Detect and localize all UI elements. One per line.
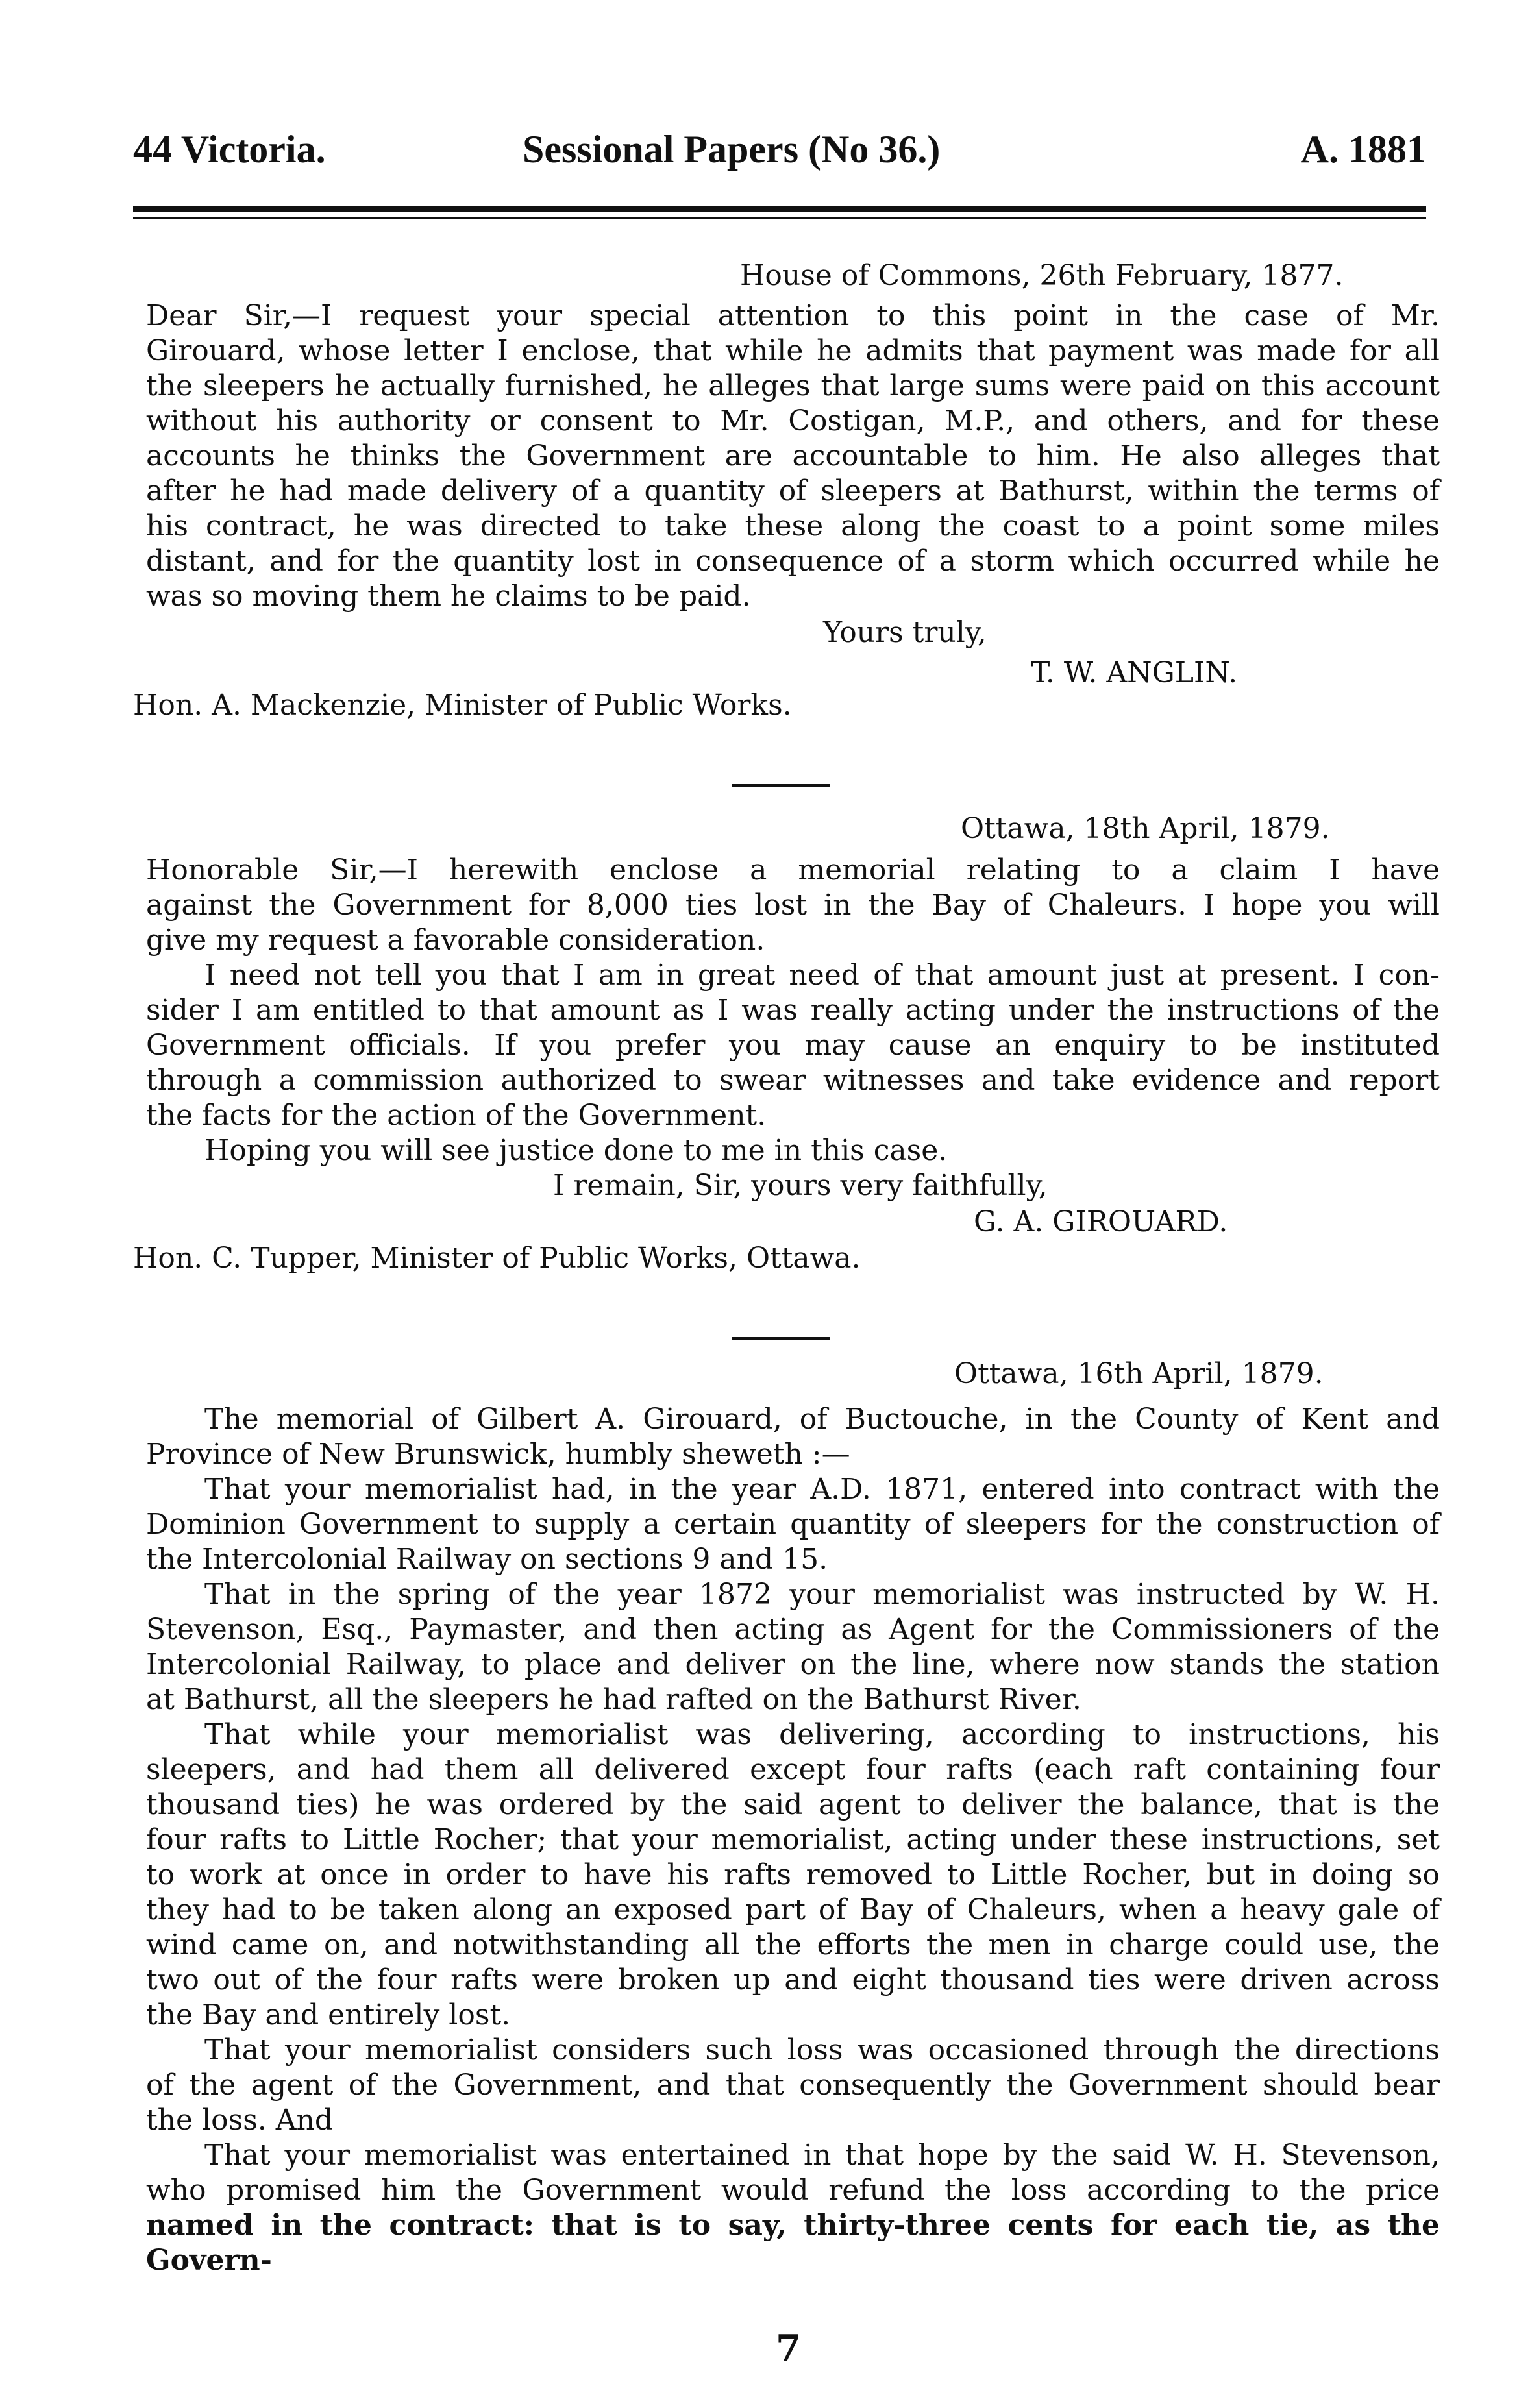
memorial-dateline: Ottawa, 16th April, 1879. <box>954 1357 1324 1390</box>
text-line: they had to be taken along an exposed part of Bay of Chaleurs, when a heavy gale of <box>146 1893 1440 1926</box>
text-line: Girouard, whose letter I enclose, that while he admits that payment was made for all <box>146 334 1440 367</box>
letter1-closing: Yours truly, <box>823 616 987 649</box>
text-line: That your memorialist considers such loss was occasioned through the directions <box>204 2033 1440 2067</box>
header-title: Sessional Papers (No 36.) <box>523 128 941 171</box>
page-number: 7 <box>776 2327 801 2370</box>
text-line: That while your memorialist was delivering, according to instructions, his <box>204 1718 1440 1751</box>
text-line: Honorable Sir,—I herewith enclose a memorial relating to a claim I have <box>146 854 1440 887</box>
section-divider <box>732 1337 830 1340</box>
text-line: was so moving them he claims to be paid. <box>146 580 751 613</box>
text-line: That your memorialist was entertained in that hope by the said W. H. Stevenson, <box>204 2139 1440 2172</box>
text-line: give my request a favorable consideration. <box>146 924 765 957</box>
header-year: A. 1881 <box>1300 128 1426 171</box>
text-line: Dominion Government to supply a certain quantity of sleepers for the construction of <box>146 1508 1440 1541</box>
text-line: the facts for the action of the Government. <box>146 1099 767 1132</box>
text-line: to work at once in order to have his rafts removed to Little Rocher, but in doing so <box>146 1858 1440 1891</box>
text-line: two out of the four rafts were broken up and eight thousand ties were driven across <box>146 1963 1440 1996</box>
text-line: distant, and for the quantity lost in consequence of a storm which occurred while he <box>146 545 1440 578</box>
text-line: wind came on, and notwithstanding all the efforts the men in charge could use, the <box>146 1928 1440 1961</box>
text-line: That in the spring of the year 1872 your memorialist was instructed by W. H. <box>204 1578 1440 1611</box>
text-line: through a commission authorized to swear witnesses and take evidence and report <box>146 1064 1440 1097</box>
letter1-body <box>146 299 1440 614</box>
header-rule-thin <box>133 217 1426 219</box>
text-line: after he had made delivery of a quantity of sleepers at Bathurst, within the terms of <box>146 474 1440 508</box>
text-line: the Intercolonial Railway on sections 9 and 15. <box>146 1543 828 1576</box>
text-line: at Bathurst, all the sleepers he had rafted on the Bathurst River. <box>146 1683 1081 1716</box>
letter1-addressee: Hon. A. Mackenzie, Minister of Public Works. <box>133 689 792 722</box>
memorial-body <box>146 1402 1440 2278</box>
header-rule-thick <box>133 206 1426 212</box>
text-line: who promised him the Government would refund the loss according to the price <box>146 2174 1440 2207</box>
text-line: the sleepers he actually furnished, he alleges that large sums were paid on this account <box>146 369 1440 402</box>
text-line: Province of New Brunswick, humbly sheweth :— <box>146 1438 850 1471</box>
text-line: sider I am entitled to that amount as I was really acting under the instructions of the <box>146 994 1440 1027</box>
text-line: accounts he thinks the Government are accountable to him. He also alleges that <box>146 439 1440 473</box>
letter1-dateline: House of Commons, 26th February, 1877. <box>740 259 1344 292</box>
letter2-signature: G. A. GIROUARD. <box>974 1205 1228 1238</box>
letter2-body <box>146 853 1440 1168</box>
letter2-dateline: Ottawa, 18th April, 1879. <box>961 812 1330 845</box>
text-line: the loss. And <box>146 2104 334 2137</box>
text-line: Intercolonial Railway, to place and deliver on the line, where now stands the station <box>146 1648 1440 1681</box>
text-line: his contract, he was directed to take these along the coast to a point some miles <box>146 510 1440 543</box>
text-line: Stevenson, Esq., Paymaster, and then acting as Agent for the Commissioners of the <box>146 1613 1440 1646</box>
running-header <box>133 130 1426 188</box>
text-line: named in the contract: that is to say, thirty-three cents for each tie, as the Govern- <box>146 2209 1440 2277</box>
text-line: Hoping you will see justice done to me in this case. <box>204 1134 948 1167</box>
letter2-closing: I remain, Sir, yours very faithfully, <box>553 1169 1048 1202</box>
text-line: without his authority or consent to Mr. Costigan, M.P., and others, and for these <box>146 404 1440 437</box>
letter2-addressee: Hon. C. Tupper, Minister of Public Works, Ottawa. <box>133 1242 861 1275</box>
text-line: Government officials. If you prefer you may cause an enquiry to be instituted <box>146 1029 1440 1062</box>
header-session: 44 Victoria. <box>133 128 326 171</box>
section-divider <box>732 784 830 787</box>
text-line: sleepers, and had them all delivered except four rafts (each raft containing four <box>146 1753 1440 1786</box>
text-line: Dear Sir,—I request your special attention to this point in the case of Mr. <box>146 299 1440 332</box>
text-line: thousand ties) he was ordered by the said agent to deliver the balance, that is the <box>146 1788 1440 1821</box>
text-line: The memorial of Gilbert A. Girouard, of Buctouche, in the County of Kent and <box>204 1403 1440 1436</box>
letter1-signature: T. W. ANGLIN. <box>1031 656 1238 689</box>
text-line: four rafts to Little Rocher; that your memorialist, acting under these instructions, set <box>146 1823 1440 1856</box>
text-line: That your memorialist had, in the year A.D. 1871, entered into contract with the <box>204 1473 1440 1506</box>
text-line: I need not tell you that I am in great need of that amount just at present. I con- <box>204 959 1440 992</box>
text-line: against the Government for 8,000 ties lost in the Bay of Chaleurs. I hope you will <box>146 889 1440 922</box>
text-line: the Bay and entirely lost. <box>146 1998 511 2032</box>
text-line: of the agent of the Government, and that consequently the Government should bear <box>146 2069 1440 2102</box>
